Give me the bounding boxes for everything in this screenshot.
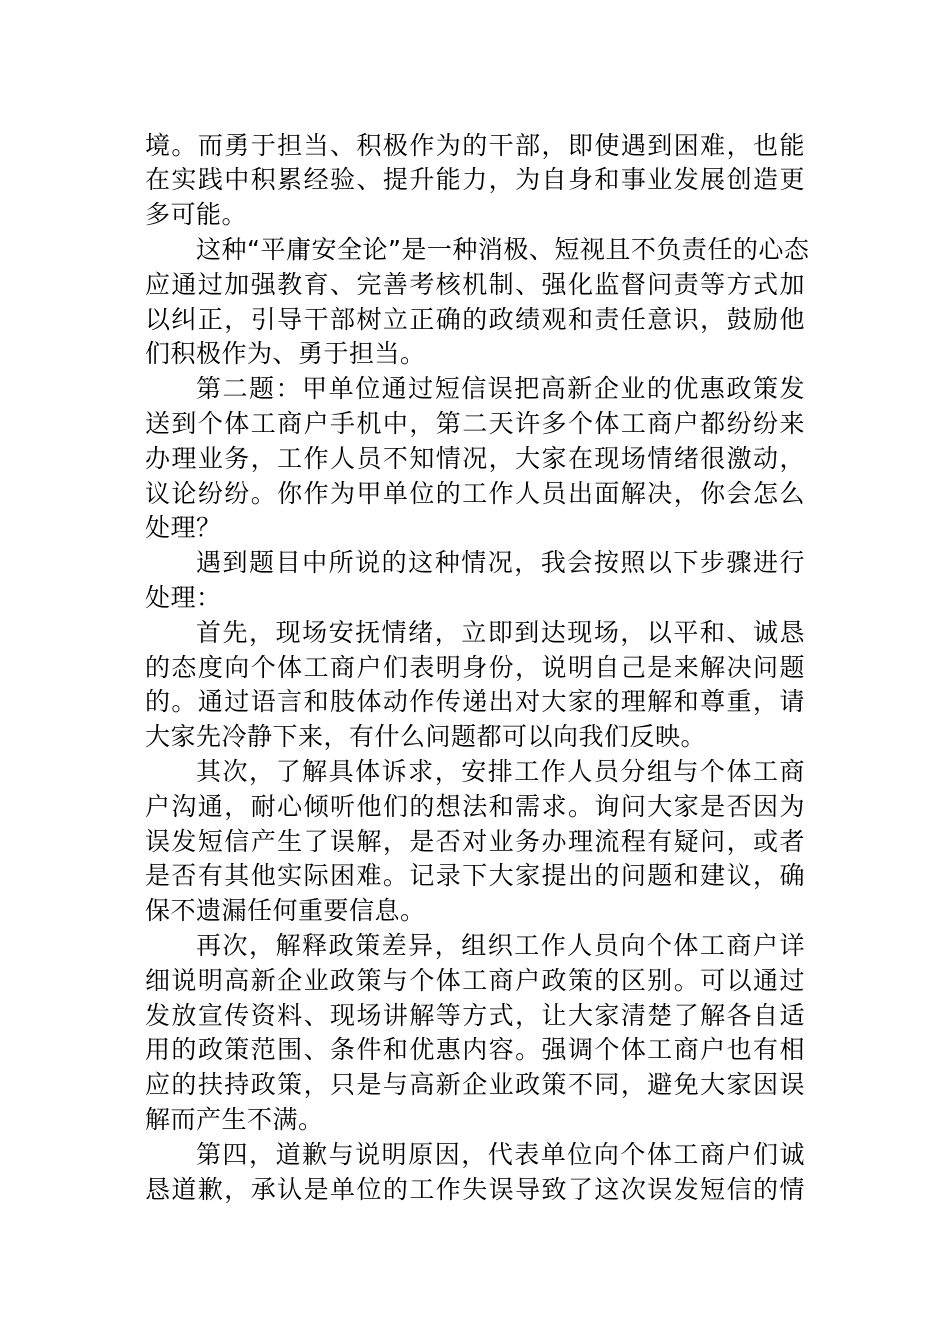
paragraph-answer-intro (145, 546, 805, 616)
text-line: 是否有其他实际困难。记录下大家提出的问题和建议，确 (145, 861, 805, 891)
text-line: 其次，了解具体诉求，安排工作人员分组与个体工商 (196, 756, 805, 786)
text-line: 大家先冷静下来，有什么问题都可以向我们反映。 (145, 722, 707, 752)
paragraph-step-second (145, 755, 805, 929)
text-line: 在实践中积累经验、提升能力，为自身和事业发展创造更 (145, 165, 805, 195)
text-line: 保不遗漏任何重要信息。 (145, 896, 426, 926)
text-line: 恳道歉，承认是单位的工作失误导致了这次误发短信的情 (145, 1174, 805, 1204)
text-line: 这种“平庸安全论”是一种消极、短视且不负责任的心态 (196, 234, 810, 264)
paragraph-continuation (145, 129, 805, 233)
text-line: 多可能。 (145, 200, 248, 230)
paragraph-question-two (145, 372, 805, 546)
text-line: 的。通过语言和肢体动作传递出对大家的理解和尊重，请 (145, 687, 805, 717)
text-line: 送到个体工商户手机中，第二天许多个体工商户都纷纷来 (145, 408, 805, 438)
text-line: 户沟通，耐心倾听他们的想法和需求。询问大家是否因为 (145, 791, 805, 821)
text-line: 应通过加强教育、完善考核机制、强化监督问责等方式加 (145, 269, 805, 299)
paragraph-step-fourth (145, 1138, 805, 1208)
text-line: 议论纷纷。你作为甲单位的工作人员出面解决，你会怎么 (145, 478, 805, 508)
text-line: 首先，现场安抚情绪，立即到达现场，以平和、诚恳 (196, 617, 805, 647)
text-line: 办理业务，工作人员不知情况，大家在现场情绪很激动， (145, 443, 805, 473)
text-line: 境。而勇于担当、积极作为的干部，即使遇到困难，也能 (145, 130, 805, 160)
text-line: 处理： (145, 582, 222, 612)
text-line: 应的扶持政策，只是与高新企业政策不同，避免大家因误 (145, 1070, 805, 1100)
text-line: 以纠正，引导干部树立正确的政绩观和责任意识，鼓励他 (145, 304, 805, 334)
paragraph-mediocrity-safety (145, 233, 810, 372)
text-line: 发放宣传资料、现场讲解等方式，让大家清楚了解各自适 (145, 1000, 805, 1030)
text-line: 处理？ (145, 513, 222, 543)
text-line: 第四，道歉与说明原因，代表单位向个体工商户们诚 (196, 1139, 805, 1169)
text-line: 遇到题目中所说的这种情况，我会按照以下步骤进行 (196, 548, 805, 578)
text-line: 的态度向个体工商户们表明身份，说明自己是来解决问题 (145, 652, 805, 682)
text-line: 细说明高新企业政策与个体工商户政策的区别。可以通过 (145, 965, 805, 995)
document-body (145, 129, 810, 1208)
text-line: 再次，解释政策差异，组织工作人员向个体工商户详 (196, 930, 805, 960)
paragraph-step-first (145, 616, 805, 755)
text-line: 解而产生不满。 (145, 1104, 324, 1134)
text-line: 用的政策范围、条件和优惠内容。强调个体工商户也有相 (145, 1035, 805, 1065)
text-line: 误发短信产生了误解，是否对业务办理流程有疑问，或者 (145, 826, 805, 856)
text-line: 们积极作为、勇于担当。 (145, 339, 426, 369)
paragraph-step-third (145, 929, 805, 1138)
text-line: 第二题：甲单位通过短信误把高新企业的优惠政策发 (196, 374, 805, 404)
